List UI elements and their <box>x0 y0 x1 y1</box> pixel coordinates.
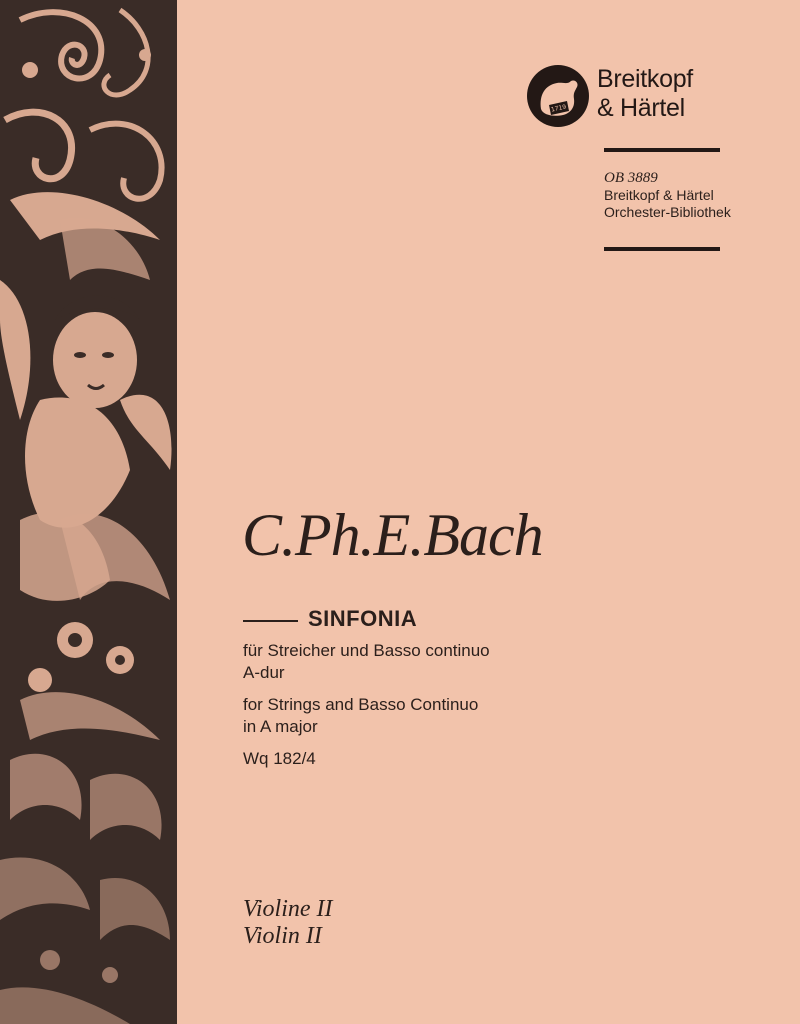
series-info <box>604 170 731 221</box>
series-line1: Breitkopf & Härtel <box>604 187 714 203</box>
series-number: OB 3889 <box>604 170 658 186</box>
description-german <box>243 640 490 684</box>
divider-top <box>604 148 720 152</box>
baroque-ornament-illustration <box>0 0 177 1024</box>
title-dash <box>243 620 298 622</box>
publisher-name-line2: & Härtel <box>597 94 685 122</box>
publisher-name <box>597 65 693 123</box>
divider-bottom <box>604 247 720 251</box>
publisher-logo <box>527 63 727 133</box>
catalogue-number: Wq 182/4 <box>243 749 316 768</box>
ornament-artwork <box>0 0 177 1024</box>
part-name <box>243 896 333 950</box>
composer-name: C.Ph.E.Bach <box>242 502 543 568</box>
publisher-name-line1: Breitkopf <box>597 65 693 93</box>
description-german-line2: A-dur <box>243 663 285 682</box>
part-name-english: Violin II <box>243 923 322 949</box>
description-english-line2: in A major <box>243 717 318 736</box>
work-title: SINFONIA <box>308 606 418 631</box>
part-name-german: Violine II <box>243 896 333 922</box>
series-line2: Orchester-Bibliothek <box>604 204 731 220</box>
description-english <box>243 694 478 738</box>
description-english-line1: for Strings and Basso Continuo <box>243 695 479 714</box>
description-german-line1: für Streicher und Basso continuo <box>243 641 490 660</box>
logo-year: 1719 <box>550 103 567 114</box>
bear-emblem-icon <box>527 65 589 127</box>
